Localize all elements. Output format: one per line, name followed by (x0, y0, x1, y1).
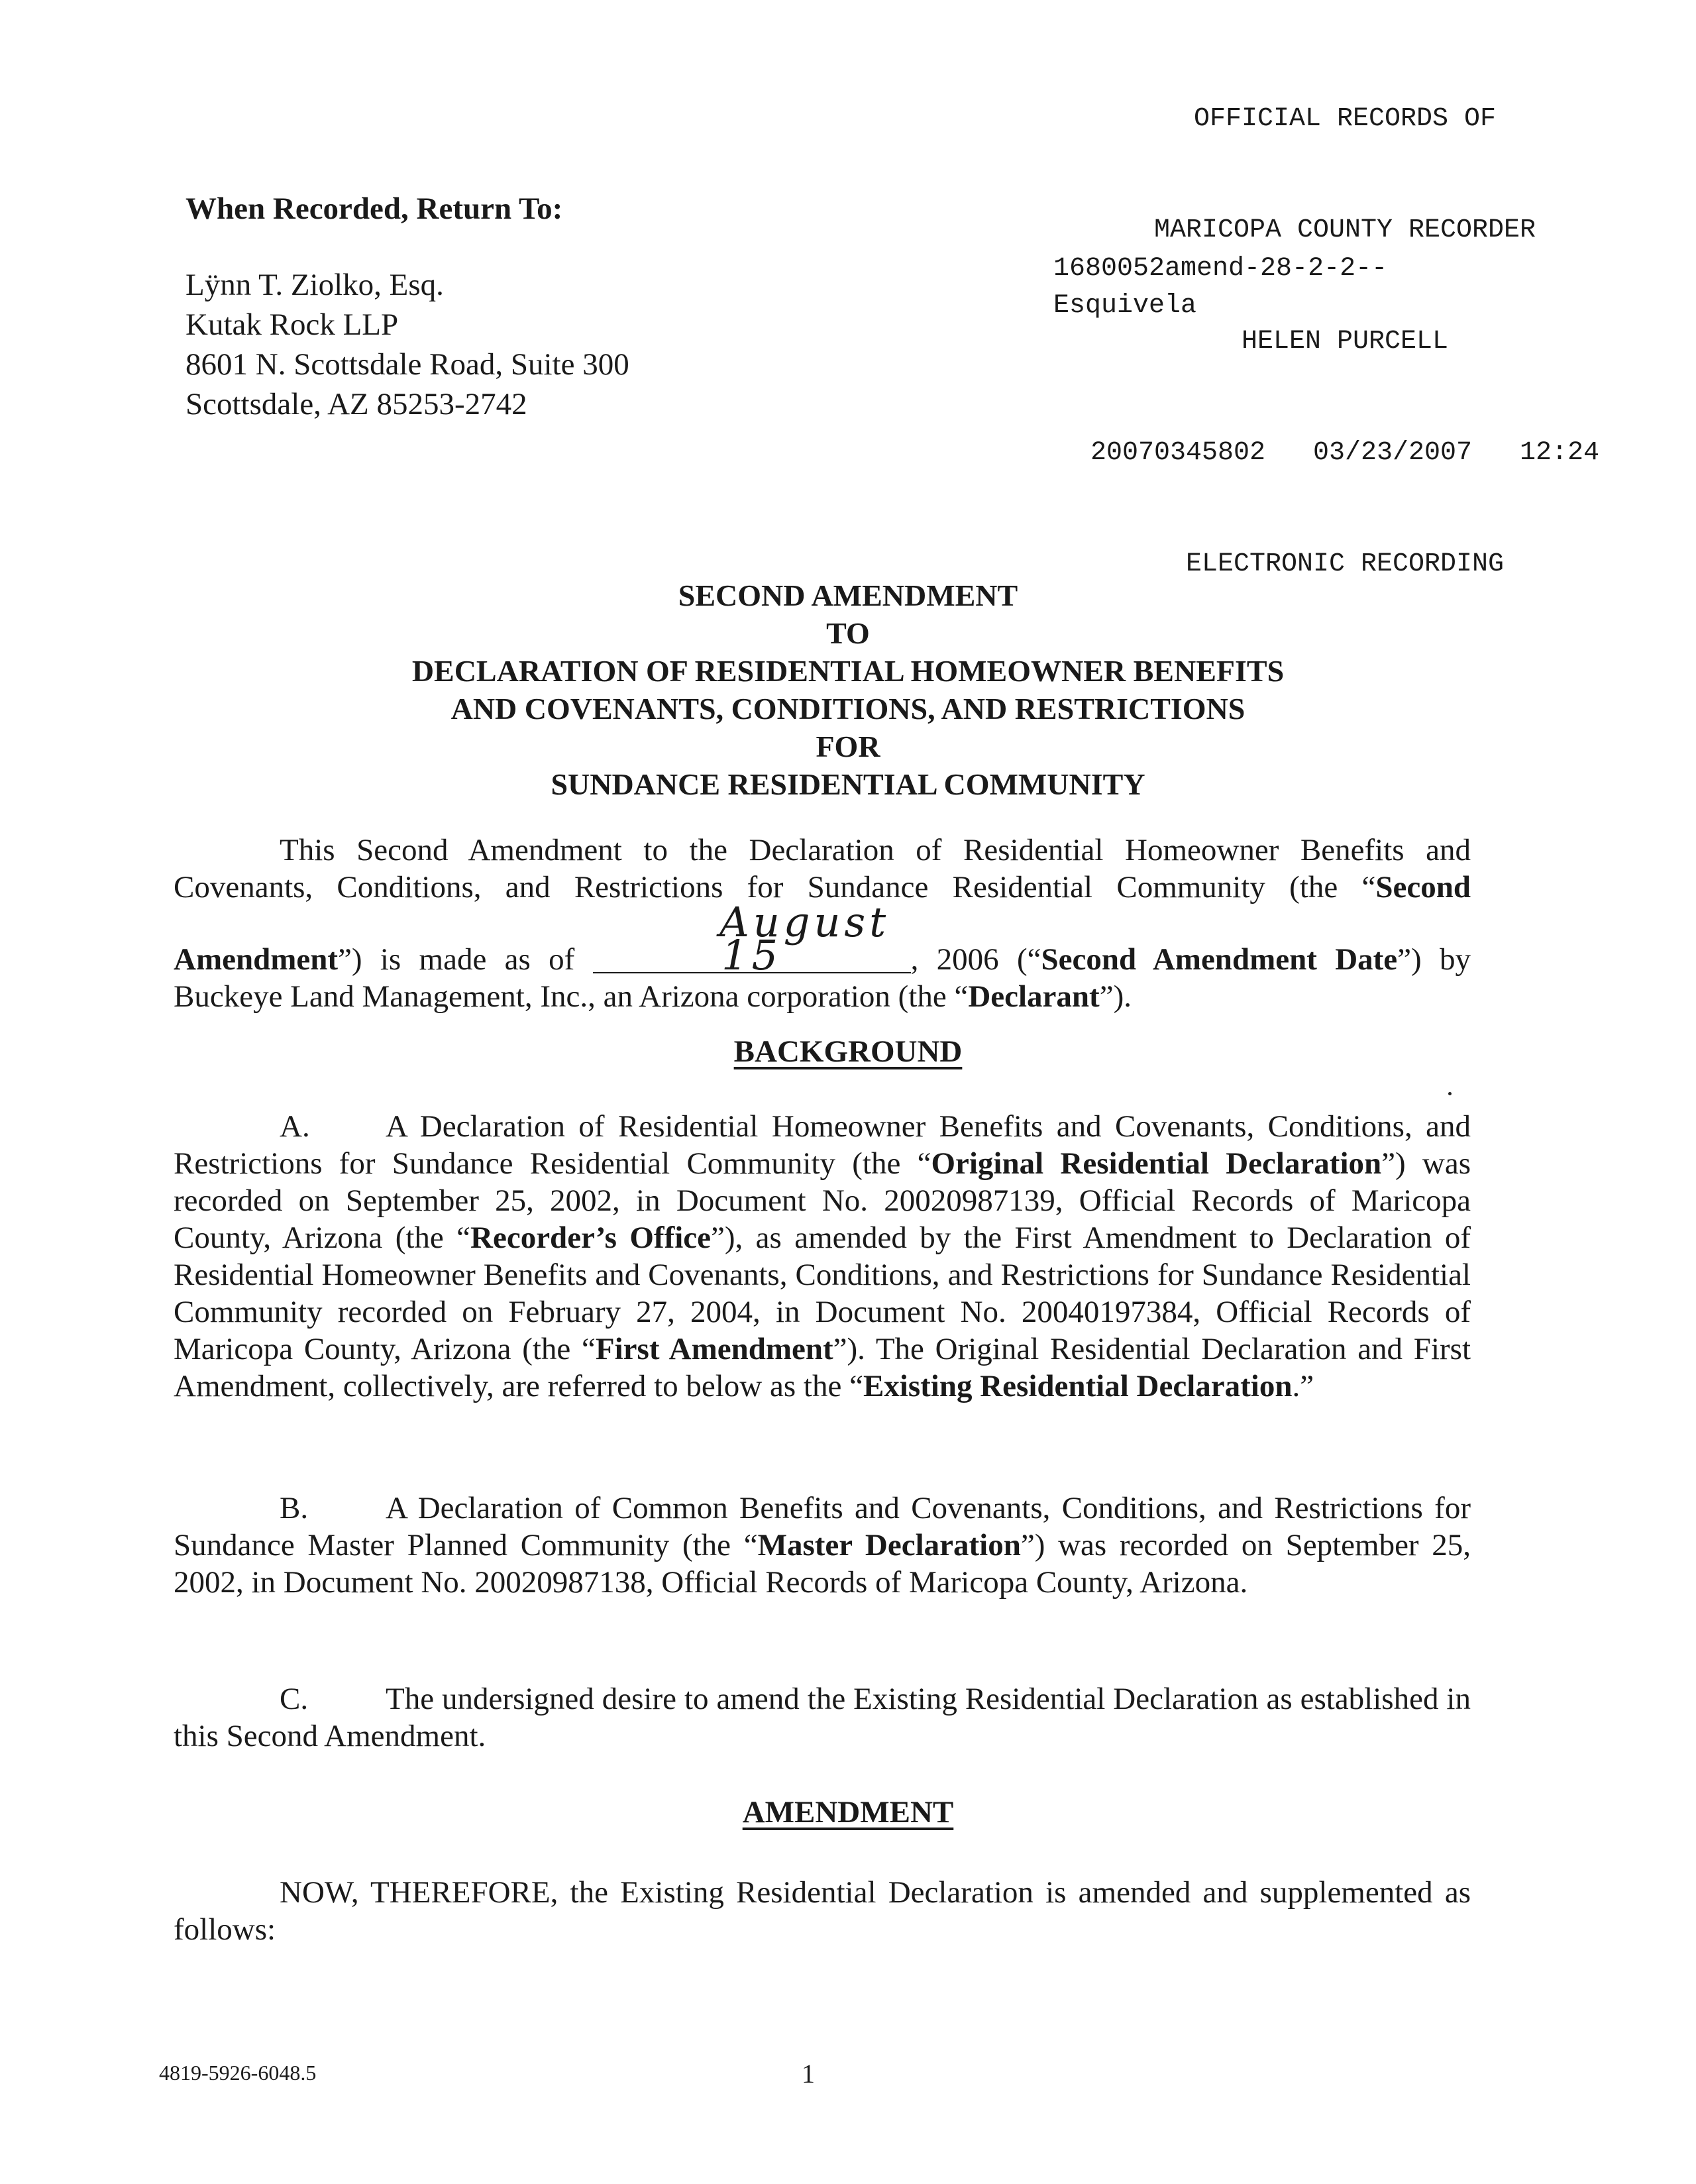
title-line-3: DECLARATION OF RESIDENTIAL HOMEOWNER BENEFITS (411, 654, 1285, 688)
amendment-paragraph: NOW, THEREFORE, the Existing Residential Declaration is amended and supplemented as follows: (174, 1875, 1471, 1947)
stamp-recording-number-date-time: 20070345802 03/23/2007 12:24 (1090, 438, 1600, 468)
paragraph-b-letter: B. (280, 1491, 309, 1525)
footer-document-number: 4819-5926-6048.5 (159, 2061, 317, 2085)
reference-line-2: Esquivela (1053, 291, 1197, 321)
paragraph-b-text-2: ”) was recorded on September 25, 2002, in Document No. 20020987138, Official Records of Maricopa County, Arizona. (174, 1528, 1471, 1600)
document-title (0, 576, 1696, 803)
defined-term-recorders-office: Recorder’s Office (470, 1221, 712, 1255)
intro-defined-term-second-amendment: Second Amendment (174, 870, 1471, 977)
title-line-6: SUNDANCE RESIDENTIAL COMMUNITY (551, 767, 1145, 801)
return-address (186, 265, 629, 424)
intro-defined-term-declarant: Declarant (968, 979, 1100, 1014)
intro-text-5: ”). (1099, 979, 1132, 1014)
defined-term-first-amendment: First Amendment (595, 1332, 833, 1366)
intro-text-1: This Second Amendment to the Declaration of Residential Homeowner Benefits and Covenants, Conditions, and Restrictions for Sundance Residential Community (the “ (174, 833, 1471, 904)
intro-text-2: ”) is made as of (338, 942, 593, 977)
background-paragraph-a (174, 1108, 1471, 1405)
return-name: Lÿnn T. Ziolko, Esq. (186, 268, 444, 302)
page-number: 1 (802, 2059, 815, 2089)
return-to-heading: When Recorded, Return To: (186, 191, 563, 226)
title-line-2: TO (826, 616, 870, 650)
stamp-line-1: OFFICIAL RECORDS OF (1193, 104, 1497, 134)
return-city: Scottsdale, AZ 85253-2742 (186, 387, 527, 421)
title-line-5: FOR (816, 730, 880, 763)
paragraph-a-text-4: ”). The Original Residential Declaration and First Amendment, collectively, are referred to below as the “ (174, 1332, 1471, 1403)
paragraph-a-letter: A. (280, 1109, 310, 1144)
scan-speck (1448, 1092, 1452, 1095)
amendment-heading: AMENDMENT (742, 1795, 954, 1829)
stamp-line-3: HELEN PURCELL (1241, 327, 1449, 356)
paragraph-a-text-3: ”), as amended by the First Amendment to Declaration of Residential Homeowner Benefits and Covenants, Conditions, and Restrictions for Sundance Residential Community recorded on February 27, 2004, in Document No. 20040197384, Official Records of Maricopa County, Arizona (the “ (174, 1221, 1471, 1366)
intro-paragraph (174, 832, 1471, 1015)
paragraph-c-letter: C. (280, 1682, 309, 1716)
title-line-1: SECOND AMENDMENT (678, 578, 1018, 612)
intro-text-3: , 2006 (“ (910, 942, 1041, 977)
background-heading: BACKGROUND (733, 1034, 963, 1069)
return-street: 8601 N. Scottsdale Road, Suite 300 (186, 347, 629, 382)
paragraph-a-text-5: .” (1292, 1369, 1314, 1403)
background-paragraph-c (174, 1680, 1471, 1755)
defined-term-existing-declaration: Existing Residential Declaration (863, 1369, 1293, 1403)
recording-reference (1053, 250, 1387, 325)
return-firm: Kutak Rock LLP (186, 307, 399, 342)
defined-term-original-declaration: Original Residential Declaration (931, 1146, 1382, 1181)
intro-text-4: ”) by Buckeye Land Management, Inc., an Arizona corporation (the “ (174, 942, 1471, 1014)
paragraph-a-text-1: A Declaration of Residential Homeowner Benefits and Covenants, Conditions, and Restrictions for Sundance Residential Community (the “ (174, 1109, 1471, 1181)
intro-defined-term-amendment-date: Second Amendment Date (1041, 942, 1398, 977)
paragraph-a-text-2: ”) was recorded on September 25, 2002, in Document No. 20020987139, Official Records of Maricopa County, Arizona (the “ (174, 1146, 1471, 1255)
reference-line-1: 1680052amend-28-2-2-- (1053, 254, 1388, 284)
paragraph-b-text-1: A Declaration of Common Benefits and Covenants, Conditions, and Restrictions for Sundance Master Planned Community (the “ (174, 1491, 1471, 1562)
stamp-line-2: MARICOPA COUNTY RECORDER (1153, 215, 1536, 245)
handwritten-date: August 15 (593, 906, 911, 973)
defined-term-master-declaration: Master Declaration (757, 1528, 1021, 1562)
stamp-line-5: ELECTRONIC RECORDING (1185, 549, 1505, 579)
paragraph-c-text: The undersigned desire to amend the Existing Residential Declaration as established in this Second Amendment. (174, 1682, 1471, 1753)
background-paragraph-b (174, 1490, 1471, 1601)
title-line-4: AND COVENANTS, CONDITIONS, AND RESTRICTIONS (450, 692, 1246, 726)
